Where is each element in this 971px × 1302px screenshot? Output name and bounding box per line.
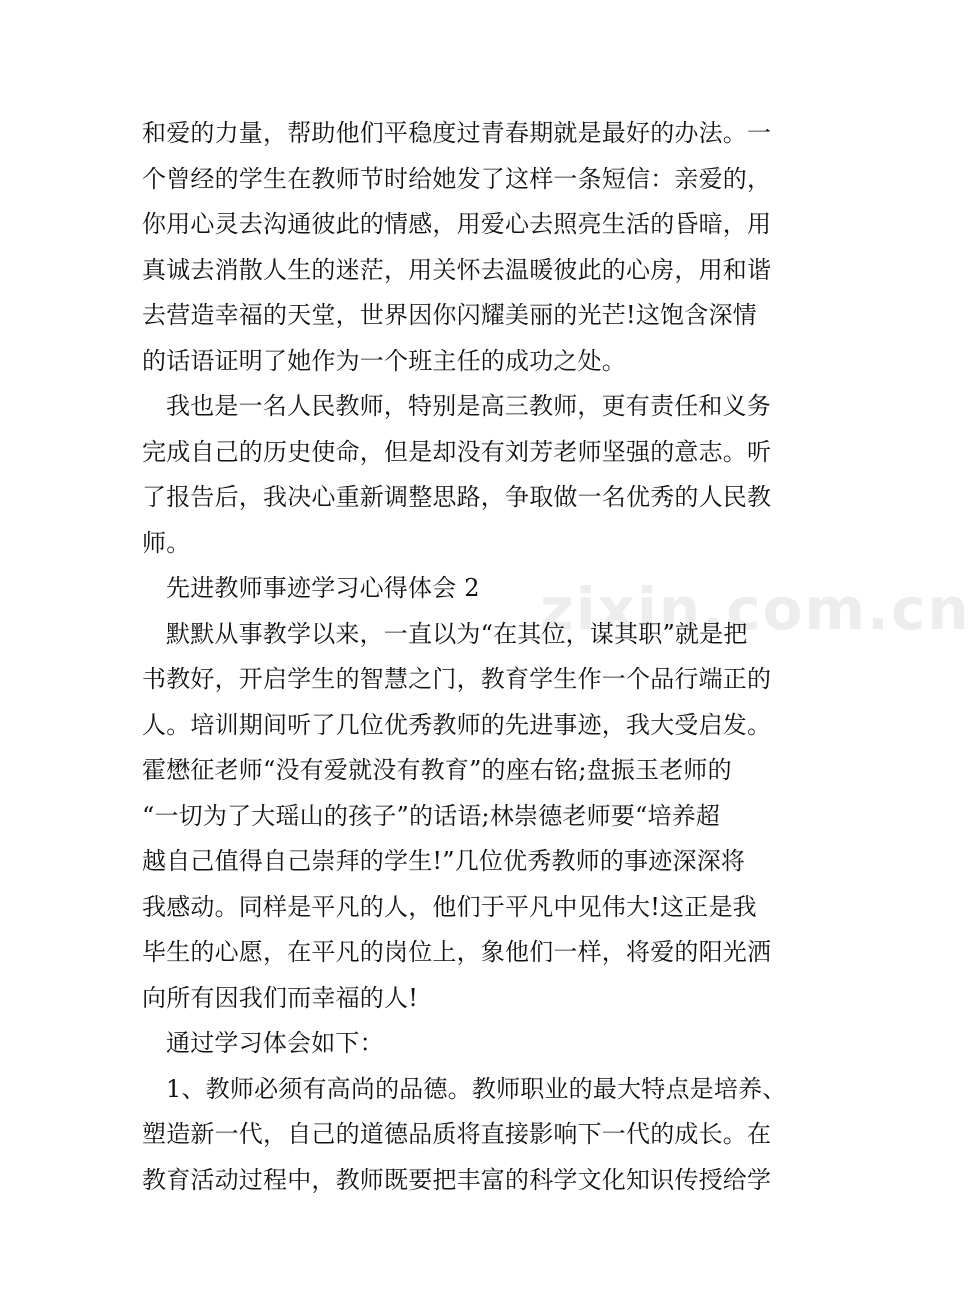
- text-line: 通过学习体会如下：: [166, 1029, 384, 1057]
- text-line: 书教好，开启学生的智慧之门，教育学生作一个品行端正的: [142, 665, 772, 693]
- text-line: 默默从事教学以来，一直以为“在其位，谋其职”就是把: [166, 619, 748, 648]
- text-line: 毕生的心愿，在平凡的岗位上，象他们一样，将爱的阳光洒: [142, 938, 772, 966]
- text-line: 先进教师事迹学习心得体会 2: [166, 574, 480, 602]
- text-line: 师。: [142, 528, 191, 557]
- text-line: 塑造新一代，自己的道德品质将直接影响下一代的成长。在: [142, 1120, 772, 1148]
- text-line: 的话语证明了她作为一个班主任的成功之处。: [142, 346, 626, 375]
- text-line: “一切为了大瑶山的孩子”的话语;林崇德老师要“培养超: [142, 801, 721, 830]
- text-line: 1、教师必须有高尚的品德。教师职业的最大特点是培养、: [166, 1074, 787, 1103]
- text-line: 去营造幸福的天堂，世界因你闪耀美丽的光芒!这饱含深情: [142, 301, 757, 329]
- text-line: 和爱的力量，帮助他们平稳度过青春期就是最好的办法。一: [142, 119, 772, 147]
- text-line: 真诚去消散人生的迷茫，用关怀去温暖彼此的心房，用和谐: [142, 255, 772, 284]
- text-line: 霍懋征老师“没有爱就没有教育”的座右铭;盘振玉老师的: [142, 756, 732, 784]
- text-line: 了报告后，我决心重新调整思路，争取做一名优秀的人民教: [142, 483, 772, 511]
- text-line: 我感动。同样是平凡的人，他们于平凡中见伟大!这正是我: [142, 892, 757, 921]
- text-line: 个曾经的学生在教师节时给她发了这样一条短信：亲爱的，: [142, 164, 772, 193]
- watermark: zixin.com.cn: [540, 575, 971, 643]
- text-line: 你用心灵去沟通彼此的情感，用爱心去照亮生活的昏暗，用: [142, 210, 772, 238]
- document-body: [142, 111, 787, 1203]
- text-line: 向所有因我们而幸福的人!: [142, 983, 419, 1012]
- text-line: 完成自己的历史使命，但是却没有刘芳老师坚强的意志。听: [142, 437, 772, 466]
- text-line: 越自己值得自己崇拜的学生!”几位优秀教师的事迹深深将: [142, 847, 746, 875]
- text-line: 我也是一名人民教师，特别是高三教师，更有责任和义务: [166, 392, 771, 420]
- text-line: 教育活动过程中，教师既要把丰富的科学文化知识传授给学: [142, 1165, 772, 1194]
- text-line: 人。培训期间听了几位优秀教师的先进事迹，我大受启发。: [142, 710, 772, 739]
